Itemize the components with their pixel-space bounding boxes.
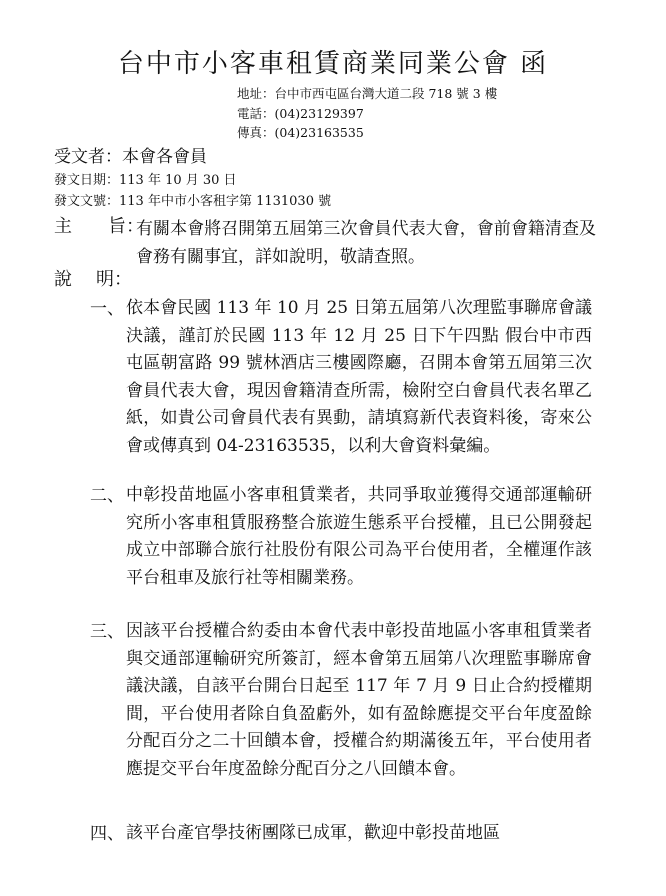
item-4-text: 該平台產官學技術團隊已成軍，歡迎中彰投苗地區	[126, 823, 500, 843]
explanation-label: 說 明：	[54, 269, 132, 290]
item-4-number: 四、	[90, 824, 124, 844]
item-3-number: 三、	[90, 622, 124, 642]
recipient-line	[54, 146, 207, 168]
item-2-number: 二、	[90, 486, 124, 506]
sender-address: 地址：台中市西屯區台灣大道二段 718 號 3 樓	[237, 86, 498, 101]
recipient-value: 本會各會員	[122, 147, 207, 167]
sender-fax: 傳真：(04)23163535	[237, 125, 364, 140]
item-1-text: 依本會民國 113 年 10 月 25 日第五屆第八次理監事聯席會議決議，謹訂於民國 113 年 12 月 25 日下午四點 假台中市西屯區朝富路 99 號林酒店三樓國際廳，召開本會第五屆第三次會員代表大會，現因會籍清查所需，檢附空白會員代表名單乙紙，如貴公司會員代表有異動，請填寫新代表資料後，寄來公會或傳真到 04-23163535，以利大會資料彙編。	[126, 298, 592, 456]
sender-phone: 電話：(04)23129397	[237, 106, 364, 121]
subject-label: 主 旨：	[54, 216, 144, 237]
item-3-text: 因該平台授權合約委由本會代表中彰投苗地區小客車租賃業者與交通部運輸研究所簽訂，經本會第五屆第八次理監事聯席會議決議，自該平台開台日起至 117 年 7 月 9 日止合約授權期間，平台使用者除自負盈虧外，如有盈餘應提交平台年度盈餘分配百分之二十回饋本會，授權合約期滿後五年，平台使用者應提交平台年度盈餘分配百分之八回饋本會。	[126, 621, 592, 779]
letter-title: 台中市小客車租賃商業同業公會 函	[117, 49, 549, 79]
item-1-number: 一、	[90, 299, 124, 319]
document-number: 發文文號：113 年中市小客租字第 1131030 號	[54, 194, 332, 209]
issue-date: 發文日期：113 年 10 月 30 日	[54, 173, 237, 188]
item-2-text: 中彰投苗地區小客車租賃業者，共同爭取並獲得交通部運輸研究所小客車租賃服務整合旅遊生態系平台授權，且已公開發起成立中部聯合旅行社股份有限公司為平台使用者，全權運作該平台租車及旅行社等相關業務。	[126, 485, 592, 588]
subject-text: 有關本會將召開第五屆第三次會員代表大會，會前會籍清查及會務有關事宜，詳如說明，敬請查照。	[136, 219, 596, 267]
recipient-label: 受文者：	[54, 147, 122, 167]
